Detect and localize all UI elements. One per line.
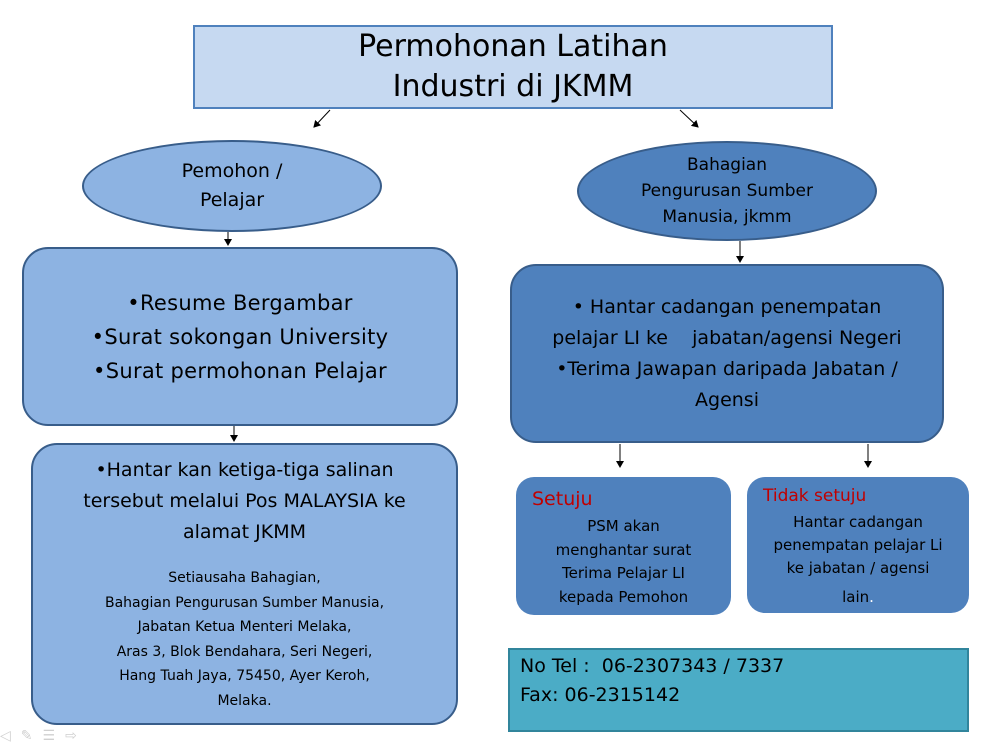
setuju-line: PSM akan	[587, 517, 660, 535]
title-box	[193, 25, 833, 109]
address-line: Bahagian Pengurusan Sumber Manusia,	[104, 594, 385, 611]
bahagian-line-2: Pengurusan Sumber	[640, 181, 814, 201]
document-item: •Resume Bergambar	[127, 290, 353, 315]
address-line: Melaka.	[217, 692, 272, 709]
arrow-title-to-pemohon	[314, 110, 330, 127]
tidak-setuju-line: lain	[842, 588, 870, 606]
document-item: •Surat permohonan Pelajar	[93, 358, 387, 383]
setuju-heading: Setuju	[532, 488, 593, 510]
contact-box	[508, 648, 969, 732]
setuju-line: menghantar surat	[555, 540, 692, 559]
setuju-line: kepada Pemohon	[558, 587, 689, 606]
next-slide-icon[interactable]: ⇨	[65, 728, 77, 744]
page-title: Permohonan Latihan Industri di JKMM	[358, 29, 668, 104]
bahagian-ellipse	[577, 141, 877, 241]
address-line: Hang Tuah Jaya, 75450, Ayer Keroh,	[119, 668, 370, 684]
mail-instructions	[83, 455, 406, 548]
mailing-address	[105, 566, 384, 713]
contact-tel: No Tel : 06-2307343 / 7337	[520, 655, 785, 677]
tidak-setuju-line: penempatan pelajar Li	[773, 536, 943, 554]
prev-slide-icon[interactable]: ◁	[0, 728, 11, 744]
pemohon-ellipse	[82, 140, 382, 232]
bahagian-line-1: Bahagian	[687, 155, 767, 175]
setuju-line: Terima Pelajar LI	[562, 564, 685, 582]
pemohon-line-2: Pelajar	[199, 189, 265, 211]
pen-icon[interactable]: ✎	[20, 728, 33, 744]
address-line: Aras 3, Blok Bendahara, Seri Negeri,	[116, 643, 373, 660]
setuju-box	[516, 477, 731, 615]
mail-line: tersebut melalui Pos MALAYSIA ke	[83, 490, 406, 512]
slide-nav-controls[interactable]	[0, 728, 77, 750]
action-line: pelajar LI ke jabatan/agensi Negeri	[552, 326, 902, 349]
address-line: Jabatan Ketua Menteri Melaka,	[137, 619, 352, 635]
mail-line: alamat JKMM	[182, 521, 307, 543]
action-line: • Hantar cadangan penempatan	[572, 295, 882, 318]
pemohon-line-1: Pemohon /	[181, 160, 283, 182]
address-line: Setiausaha Bahagian,	[168, 570, 321, 586]
tidak-setuju-heading: Tidak setuju	[763, 486, 867, 506]
action-line: Agensi	[695, 388, 759, 411]
documents-box	[22, 247, 458, 426]
action-line: •Terima Jawapan daripada Jabatan /	[556, 357, 898, 380]
tidak-setuju-line: Hantar cadangan	[793, 513, 923, 531]
tidak-setuju-line: ke jabatan / agensi	[786, 559, 930, 577]
bahagian-line-3: Manusia, jkmm	[662, 207, 792, 227]
tidak-setuju-last-line	[773, 586, 942, 609]
mail-instructions-box	[31, 443, 458, 725]
arrow-title-to-bahagian	[680, 110, 698, 127]
setuju-text	[556, 515, 692, 609]
hr-actions-box	[510, 264, 944, 443]
contact-fax: Fax: 06-2315142	[520, 684, 681, 706]
mail-line: •Hantar kan ketiga-tiga salinan	[95, 459, 394, 481]
tidak-setuju-box	[747, 477, 969, 613]
tidak-setuju-text	[773, 511, 942, 609]
trailing-dot: .	[869, 588, 874, 606]
document-item: •Surat sokongan University	[91, 324, 389, 349]
menu-icon[interactable]: ☰	[42, 728, 56, 744]
